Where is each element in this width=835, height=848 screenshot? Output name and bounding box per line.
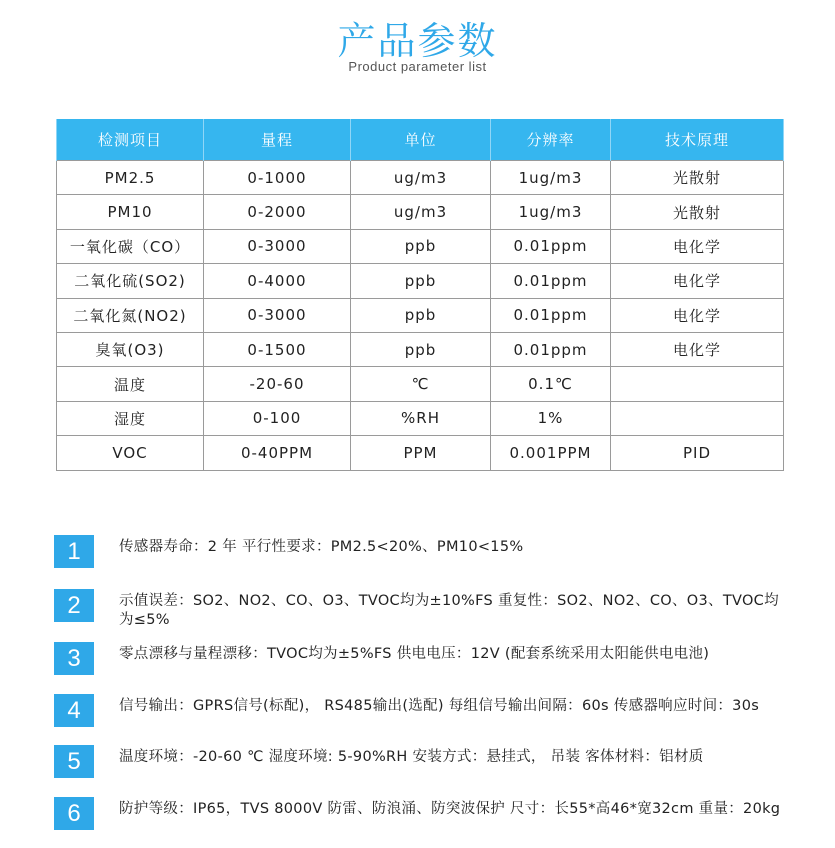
feature-number-badge: 6 — [54, 797, 94, 830]
table-cell: 0-40PPM — [204, 436, 351, 470]
table-cell: 0.01ppm — [491, 264, 611, 298]
table-row — [57, 401, 784, 435]
table-row — [57, 161, 784, 195]
table-cell: 0-3000 — [204, 298, 351, 332]
table-cell: 0-2000 — [204, 195, 351, 229]
table-cell: 光散射 — [611, 195, 784, 229]
table-cell: 0.001PPM — [491, 436, 611, 470]
table-row — [57, 332, 784, 366]
table-cell: 0.01ppm — [491, 332, 611, 366]
table-cell: 0.01ppm — [491, 298, 611, 332]
table-cell: 电化学 — [611, 298, 784, 332]
table-cell: 0-1500 — [204, 332, 351, 366]
table-cell: PID — [611, 436, 784, 470]
page-title: 产品参数 — [337, 19, 498, 63]
table-cell: 温度 — [57, 367, 204, 401]
table-cell: 电化学 — [611, 332, 784, 366]
table-cell: 0-1000 — [204, 161, 351, 195]
feature-text: 零点漂移与量程漂移：TVOC均为±5%FS 供电电压：12V (配套系统采用太阳能供电电池) — [119, 646, 710, 662]
column-header-principle: 技术原理 — [611, 119, 784, 161]
table-cell: 0-3000 — [204, 229, 351, 263]
page-subtitle: Product parameter list — [348, 59, 487, 74]
table-cell: 电化学 — [611, 264, 784, 298]
column-header-resolution: 分辨率 — [491, 119, 611, 161]
table-cell: 0.1℃ — [491, 367, 611, 401]
table-cell: 0-4000 — [204, 264, 351, 298]
table-cell: 一氧化碳（CO） — [57, 229, 204, 263]
table-cell: ug/m3 — [351, 195, 491, 229]
feature-text: 示值误差：SO2、NO2、CO、O3、TVOC均为±10%FS 重复性：SO2、NO2、CO、O3、TVOC均为≤5% — [119, 593, 779, 628]
table-cell — [611, 401, 784, 435]
feature-number-badge: 4 — [54, 694, 94, 727]
table-cell: 湿度 — [57, 401, 204, 435]
table-cell: 二氧化氮(NO2) — [57, 298, 204, 332]
table-cell: 臭氧(O3) — [57, 332, 204, 366]
table-cell: VOC — [57, 436, 204, 470]
table-cell: 1% — [491, 401, 611, 435]
column-header-item: 检测项目 — [57, 119, 204, 161]
table-cell: ppb — [351, 264, 491, 298]
feature-number-badge: 3 — [54, 642, 94, 675]
table-cell: 0-100 — [204, 401, 351, 435]
table-cell: 电化学 — [611, 229, 784, 263]
table-cell: -20-60 — [204, 367, 351, 401]
table-cell — [611, 367, 784, 401]
table-cell: %RH — [351, 401, 491, 435]
table-cell: ppb — [351, 298, 491, 332]
table-row — [57, 298, 784, 332]
feature-text: 信号输出：GPRS信号(标配)， RS485输出(选配) 每组信号输出间隔：60s 传感器响应时间：30s — [119, 698, 760, 714]
feature-number-badge: 5 — [54, 745, 94, 778]
table-row — [57, 264, 784, 298]
table-cell: 1ug/m3 — [491, 195, 611, 229]
table-cell: ug/m3 — [351, 161, 491, 195]
table-header-row — [57, 119, 784, 161]
table-cell: PM2.5 — [57, 161, 204, 195]
feature-text: 传感器寿命：2 年 平行性要求：PM2.5<20%、PM10<15% — [119, 539, 524, 555]
table-row — [57, 367, 784, 401]
feature-number-badge: 1 — [54, 535, 94, 568]
table-cell: PM10 — [57, 195, 204, 229]
table-row — [57, 436, 784, 470]
table-cell: 二氧化硫(SO2) — [57, 264, 204, 298]
column-header-unit: 单位 — [351, 119, 491, 161]
table-row — [57, 229, 784, 263]
table-cell: 0.01ppm — [491, 229, 611, 263]
table-cell: ℃ — [351, 367, 491, 401]
parameter-table — [56, 119, 784, 471]
table-cell: 1ug/m3 — [491, 161, 611, 195]
table-row — [57, 195, 784, 229]
table-cell: ppb — [351, 229, 491, 263]
table-cell: 光散射 — [611, 161, 784, 195]
table-cell: PPM — [351, 436, 491, 470]
column-header-range: 量程 — [204, 119, 351, 161]
feature-text: 温度环境：-20-60 ℃ 湿度环境: 5-90%RH 安装方式：悬挂式， 吊装 客体材料：铝材质 — [119, 749, 704, 765]
feature-text: 防护等级：IP65，TVS 8000V 防雷、防浪涌、防突波保护 尺寸：长55*高46*宽32cm 重量：20kg — [119, 801, 781, 817]
feature-number-badge: 2 — [54, 589, 94, 622]
table-cell: ppb — [351, 332, 491, 366]
